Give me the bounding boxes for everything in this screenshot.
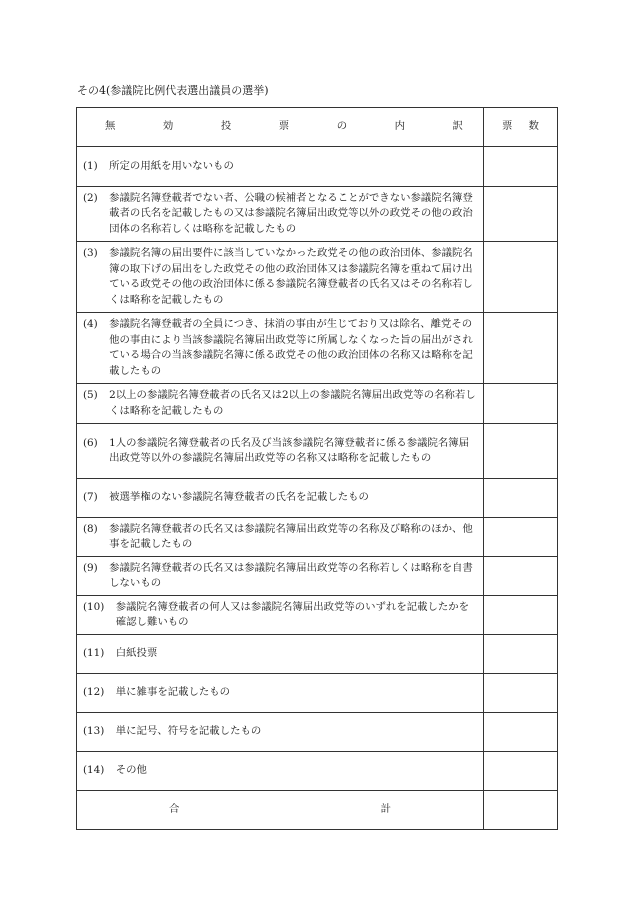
item-number: (4) [83, 318, 98, 330]
header-char: 数 [528, 120, 539, 133]
table-row [77, 557, 558, 596]
total-count-cell [484, 791, 558, 830]
reason-cell [77, 479, 484, 518]
item-number: (10) [83, 600, 105, 613]
item-number: (8) [83, 522, 98, 535]
vote-count-cell [484, 557, 558, 596]
table-row [77, 147, 558, 187]
header-char: 票 [278, 120, 290, 133]
vote-count-cell [484, 479, 558, 518]
table-row [77, 187, 558, 242]
vote-count-cell [484, 313, 558, 384]
table-row [77, 635, 558, 674]
reason-cell [77, 596, 484, 635]
vote-count-cell [484, 752, 558, 791]
item-text: その他 [115, 764, 147, 777]
reason-cell [77, 557, 484, 596]
total-row [77, 791, 558, 830]
item-number: (11) [83, 647, 105, 660]
reason-cell [77, 635, 484, 674]
header-char: 投 [220, 120, 232, 133]
reason-cell [77, 187, 484, 242]
header-char: の [336, 120, 348, 133]
vote-count-cell [484, 424, 558, 479]
invalid-ballot-table [76, 107, 558, 830]
header-char: 無 [105, 120, 116, 133]
header-char: 訳 [452, 120, 463, 133]
vote-count-cell [484, 187, 558, 242]
table-row [77, 313, 558, 384]
table-row [77, 424, 558, 479]
item-text: 参議院名簿の届出要件に該当していなかった政党その他の政治団体、参議院名簿の取下げの届出をした政党その他の政治団体又は参議院名簿を重ねて届け出ている政党その他の政治団体に係る参議院名簿登載者の氏名又はその名称若しくは略称を記載したもの [109, 247, 473, 306]
table-row [77, 518, 558, 557]
vote-count-cell [484, 674, 558, 713]
header-votes-cell [484, 108, 558, 147]
item-number: (3) [83, 247, 98, 259]
vote-count-cell [484, 518, 558, 557]
table-row [77, 479, 558, 518]
vote-count-cell [484, 147, 558, 187]
item-number: (13) [83, 725, 105, 738]
item-text: 2以上の参議院名簿登載者の氏名又は2以上の参議院名簿届出政党等の名称若しくは略称を記載したもの [109, 389, 476, 417]
item-text: 参議院名簿登載者でない者、公職の候補者となることができない参議院名簿登載者の氏名を記載したもの又は参議院名簿届出政党等以外の政党その他の政治団体の名称若しくは略称を記載したもの [109, 191, 473, 235]
reason-cell [77, 384, 484, 424]
item-text: 所定の用紙を用いないもの [109, 159, 234, 172]
reason-cell [77, 313, 484, 384]
header-char: 票 [502, 120, 513, 133]
vote-count-cell [484, 384, 558, 424]
total-label-char: 合 [169, 803, 180, 816]
item-number: (7) [83, 491, 98, 504]
reason-cell [77, 147, 484, 187]
header-breakdown-cell [77, 108, 484, 147]
item-number: (14) [83, 764, 105, 777]
reason-cell [77, 518, 484, 557]
reason-cell [77, 424, 484, 479]
item-number: (5) [83, 389, 98, 401]
vote-count-cell [484, 635, 558, 674]
table-row [77, 752, 558, 791]
item-text: 参議院名簿登載者の氏名又は参議院名簿届出政党等の名称及び略称のほか、他事を記載したもの [109, 522, 473, 550]
header-char: 内 [394, 120, 405, 133]
item-text: 参議院名簿登載者の何人又は参議院名簿届出政党等のいずれを記載したかを確認し難いもの [115, 600, 470, 628]
table-row [77, 674, 558, 713]
table-row [77, 384, 558, 424]
item-text: 参議院名簿登載者の全員につき、抹消の事由が生じており又は除名、離党その他の事由により当該参議院名簿届出政党等に所属しなくなった旨の届出がされている場合の当該参議院名簿に係る政党その他の政治団体の名称又は略称を記載したもの [109, 318, 473, 377]
vote-count-cell [484, 596, 558, 635]
table-row [77, 596, 558, 635]
item-number: (9) [83, 561, 98, 574]
item-text: 単に雑事を記載したもの [115, 686, 231, 699]
reason-cell [77, 713, 484, 752]
item-text: 被選挙権のない参議院名簿登載者の氏名を記載したもの [109, 491, 369, 504]
vote-count-cell [484, 713, 558, 752]
reason-cell [77, 674, 484, 713]
table-row [77, 713, 558, 752]
header-row [77, 108, 558, 147]
table-row [77, 242, 558, 313]
item-text: 1人の参議院名簿登載者の氏名及び当該参議院名簿登載者に係る参議院名簿届出政党等以外の参議院名簿届出政党等の名称又は略称を記載したもの [109, 436, 470, 464]
item-text: 白紙投票 [115, 647, 158, 660]
item-number: (6) [83, 436, 98, 449]
item-number: (2) [83, 191, 98, 204]
vote-count-cell [484, 242, 558, 313]
reason-cell [77, 752, 484, 791]
item-text: 参議院名簿登載者の氏名又は参議院名簿届出政党等の名称若しくは略称を自書しないもの [109, 561, 473, 589]
item-number: (12) [83, 686, 105, 699]
item-number: (1) [83, 159, 98, 172]
header-char: 効 [162, 120, 174, 133]
total-label-cell [77, 791, 484, 830]
table-caption: その4(参議院比例代表選出議員の選挙) [77, 84, 269, 97]
total-label-char: 計 [380, 803, 391, 816]
reason-cell [77, 242, 484, 313]
item-text: 単に記号、符号を記載したもの [115, 725, 262, 738]
